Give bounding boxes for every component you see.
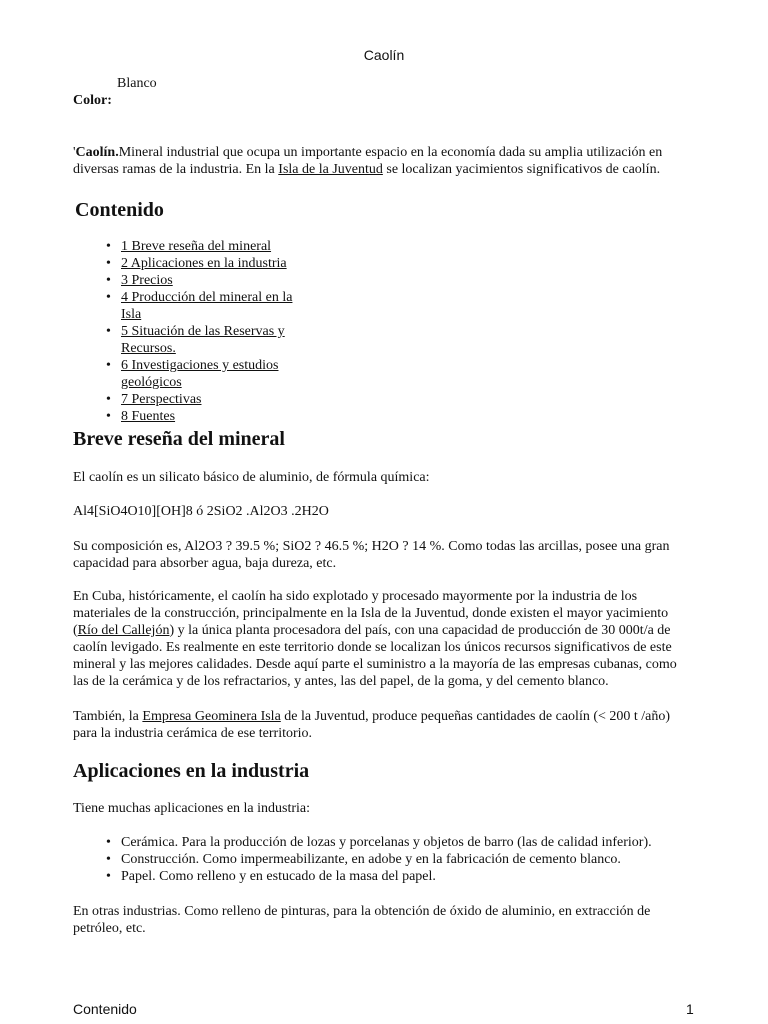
rio-callejon-link[interactable]: Río del Callejón (77, 623, 170, 638)
chemical-formula: Al4[SiO4O10][OH]8 ó 2SiO2 .Al2O3 .2H2O (73, 504, 329, 519)
intro-term: Caolín. (75, 145, 119, 160)
composition-paragraph: Su composición es, Al2O3 ? 39.5 %; SiO2 ? 46.5 %; H2O ? 14 %. Como todas las arcillas, posee una gran capacidad para absorber agua, baja dureza, etc. (73, 539, 670, 571)
applications-list (106, 834, 706, 885)
section-heading-breve-resena: Breve reseña del mineral (73, 428, 285, 450)
formula-intro: El caolín es un silicato básico de aluminio, de fórmula química: (73, 470, 430, 485)
intro-paragraph (73, 144, 693, 178)
toc-item (106, 323, 306, 357)
other-industries-paragraph: En otras industrias. Como relleno de pinturas, para la obtención de óxido de aluminio, en extracción de petróleo, etc. (73, 904, 651, 936)
toc-item (106, 391, 306, 408)
toc-item (106, 238, 306, 255)
toc-link-3[interactable]: 3 Precios (121, 273, 173, 288)
color-label: Color: (73, 93, 112, 108)
page-number: 1 (686, 1001, 694, 1017)
list-item: • Cerámica. Para la producción de lozas y porcelanas y objetos de barro (las de calidad inferior). (106, 834, 706, 851)
footer-title: Contenido (73, 1001, 137, 1017)
cuba-history-text-end: ) y la única planta procesadora del país, con una capacidad de producción de 30 000t/a de caolín levigado. Es realmente en este territorio donde se localizan los únicos recursos significativos de este mineral y las mejores calidades. Desde aquí parte el suministro a la mayoría de las empresas cubanas, como las de la cerámica y de los refractarios, y antes, las del papel, de la goma, y del cemento blanco. (73, 623, 677, 689)
intro-prefix: ' (73, 145, 76, 160)
list-item: • Construcción. Como impermeabilizante, en adobe y en la fabricación de cemento blanco. (106, 851, 706, 868)
toc-item (106, 289, 306, 323)
intro-text: Mineral industrial que ocupa un importante espacio en la economía dada su amplia utilización en diversas ramas de la industria. En la (73, 145, 663, 177)
empresa-text-end: de la Juventud, produce pequeñas cantidades de caolín (< 200 t /año) para la industria cerámica de ese territorio. (73, 709, 671, 741)
toc-link-1[interactable]: 1 Breve reseña del mineral (121, 239, 272, 254)
toc-link-6[interactable]: 6 Investigaciones y estudios geológicos (121, 358, 279, 390)
isla-juventud-link[interactable]: Isla de la Juventud (278, 162, 383, 177)
toc-item (106, 272, 306, 289)
toc-link-7[interactable]: 7 Perspectivas (121, 392, 202, 407)
empresa-paragraph (73, 708, 693, 742)
empresa-geominera-link[interactable]: Empresa Geominera Isla (142, 709, 281, 724)
toc-item (106, 357, 306, 391)
section-heading-aplicaciones: Aplicaciones en la industria (73, 760, 310, 782)
applications-intro: Tiene muchas aplicaciones en la industria: (73, 801, 311, 816)
color-value: Blanco (117, 76, 157, 91)
list-item: • Papel. Como relleno y en estucado de la masa del papel. (106, 868, 706, 885)
toc-link-2[interactable]: 2 Aplicaciones en la industria (121, 256, 287, 271)
running-title: Caolín (363, 47, 405, 63)
toc-link-5[interactable]: 5 Situación de las Reservas y Recursos. (121, 324, 285, 356)
toc-link-8[interactable]: 8 Fuentes (121, 409, 176, 424)
toc-list (106, 238, 306, 425)
cuba-history-paragraph (73, 588, 693, 690)
toc-item (106, 255, 306, 272)
empresa-text: También, la (73, 709, 143, 724)
cuba-history-text: En Cuba, históricamente, el caolín ha sido explotado y procesado mayormente por la industria de los materiales de la construcción, principalmente en la Isla de la Juventud, donde existen el mayor yacimiento ( (73, 589, 669, 638)
toc-link-4[interactable]: 4 Producción del mineral en la Isla (121, 290, 293, 322)
intro-text-end: se localizan yacimientos significativos de caolín. (382, 162, 661, 177)
toc-item (106, 408, 306, 425)
toc-title: Contenido (75, 199, 164, 221)
